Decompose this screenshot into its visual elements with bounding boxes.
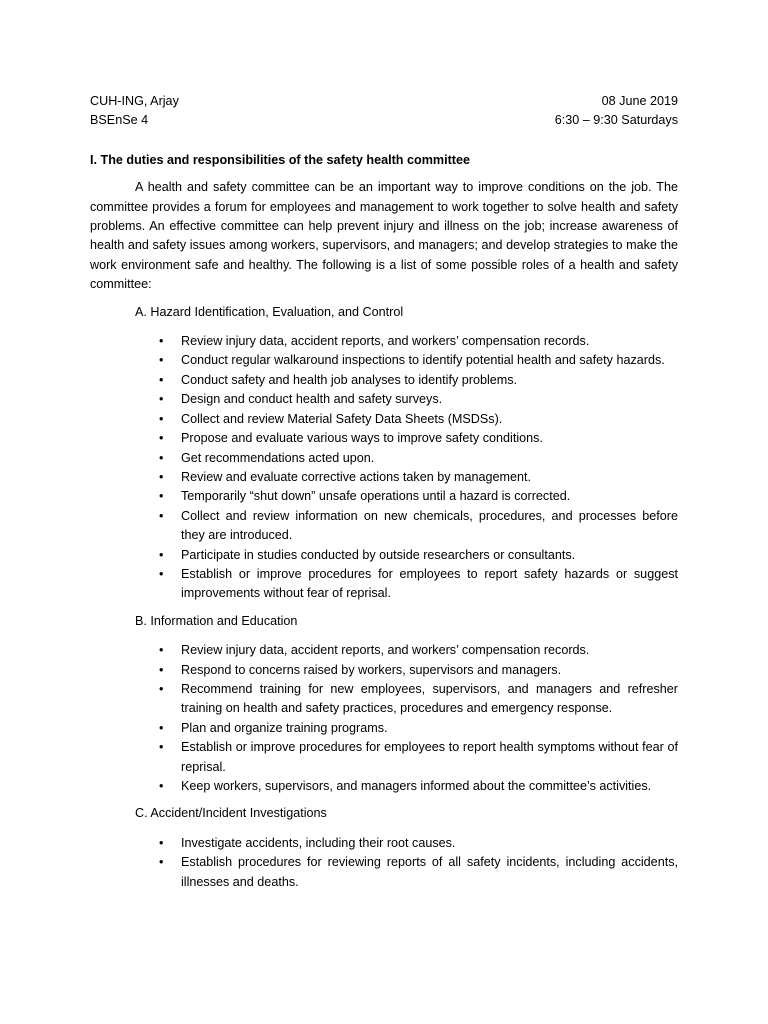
list-item: • Propose and evaluate various ways to improve safety conditions. [181, 429, 678, 448]
list-item: • Establish or improve procedures for employees to report health symptoms without fear of reprisal. [181, 738, 678, 777]
header-left [90, 92, 179, 131]
document-body [90, 92, 678, 892]
list-item: • Conduct regular walkaround inspections to identify potential health and safety hazards. [181, 351, 678, 370]
list-item: • Respond to concerns raised by workers, supervisors and managers. [181, 661, 678, 680]
bullet-list-b [90, 641, 678, 796]
subsection-heading-c: C. Accident/Incident Investigations [135, 806, 327, 821]
subsection-heading-a: A. Hazard Identification, Evaluation, and Control [135, 304, 404, 319]
list-item: • Establish or improve procedures for employees to report safety hazards or suggest improvements without fear of reprisal. [181, 565, 678, 604]
list-item: • Collect and review Material Safety Data Sheets (MSDSs). [181, 410, 678, 429]
list-item: • Review injury data, accident reports, and workers’ compensation records. [181, 641, 678, 660]
list-item: • Get recommendations acted upon. [181, 449, 678, 468]
list-item: • Participate in studies conducted by outside researchers or consultants. [181, 546, 678, 565]
list-item: • Review injury data, accident reports, and workers’ compensation records. [181, 332, 678, 351]
document-date: 08 June 2019 [601, 94, 678, 108]
class-schedule: 6:30 – 9:30 Saturdays [554, 113, 678, 128]
list-item: • Keep workers, supervisors, and managers informed about the committee’s activities. [181, 777, 678, 796]
list-item: • Recommend training for new employees, supervisors, and managers and refresher training on health and safety practices, procedures and emergency response. [181, 680, 678, 719]
section-title: I. The duties and responsibilities of the safety health committee [90, 152, 470, 167]
list-item: • Investigate accidents, including their root causes. [181, 834, 678, 853]
list-item: • Plan and organize training programs. [181, 719, 678, 738]
intro-paragraph: A health and safety committee can be an important way to improve conditions on the job. The committee provides a forum for employees and management to work together to solve health and safety problems. An effective committee can help prevent injury and illness on the job; increase awareness of health and safety issues among workers, supervisors, and managers; and develop strategies to make the work environment safe and healthy. The following is a list of some possible roles of a health and safety committee: [90, 180, 678, 292]
subsection-heading-b: B. Information and Education [135, 613, 298, 628]
list-item: • Design and conduct health and safety surveys. [181, 390, 678, 409]
bullet-list-c [90, 834, 678, 892]
bullet-list-a [90, 332, 678, 604]
student-name: CUH-ING, Arjay [90, 94, 179, 108]
student-course: BSEnSe 4 [90, 113, 149, 128]
list-item: • Conduct safety and health job analyses to identify problems. [181, 371, 678, 390]
document-header [90, 92, 678, 131]
header-right [555, 92, 678, 131]
list-item: • Review and evaluate corrective actions taken by management. [181, 468, 678, 487]
list-item: • Establish procedures for reviewing reports of all safety incidents, including accidents, illnesses and deaths. [181, 853, 678, 892]
list-item: • Collect and review information on new chemicals, procedures, and processes before they are introduced. [181, 507, 678, 546]
list-item: • Temporarily “shut down” unsafe operations until a hazard is corrected. [181, 487, 678, 506]
